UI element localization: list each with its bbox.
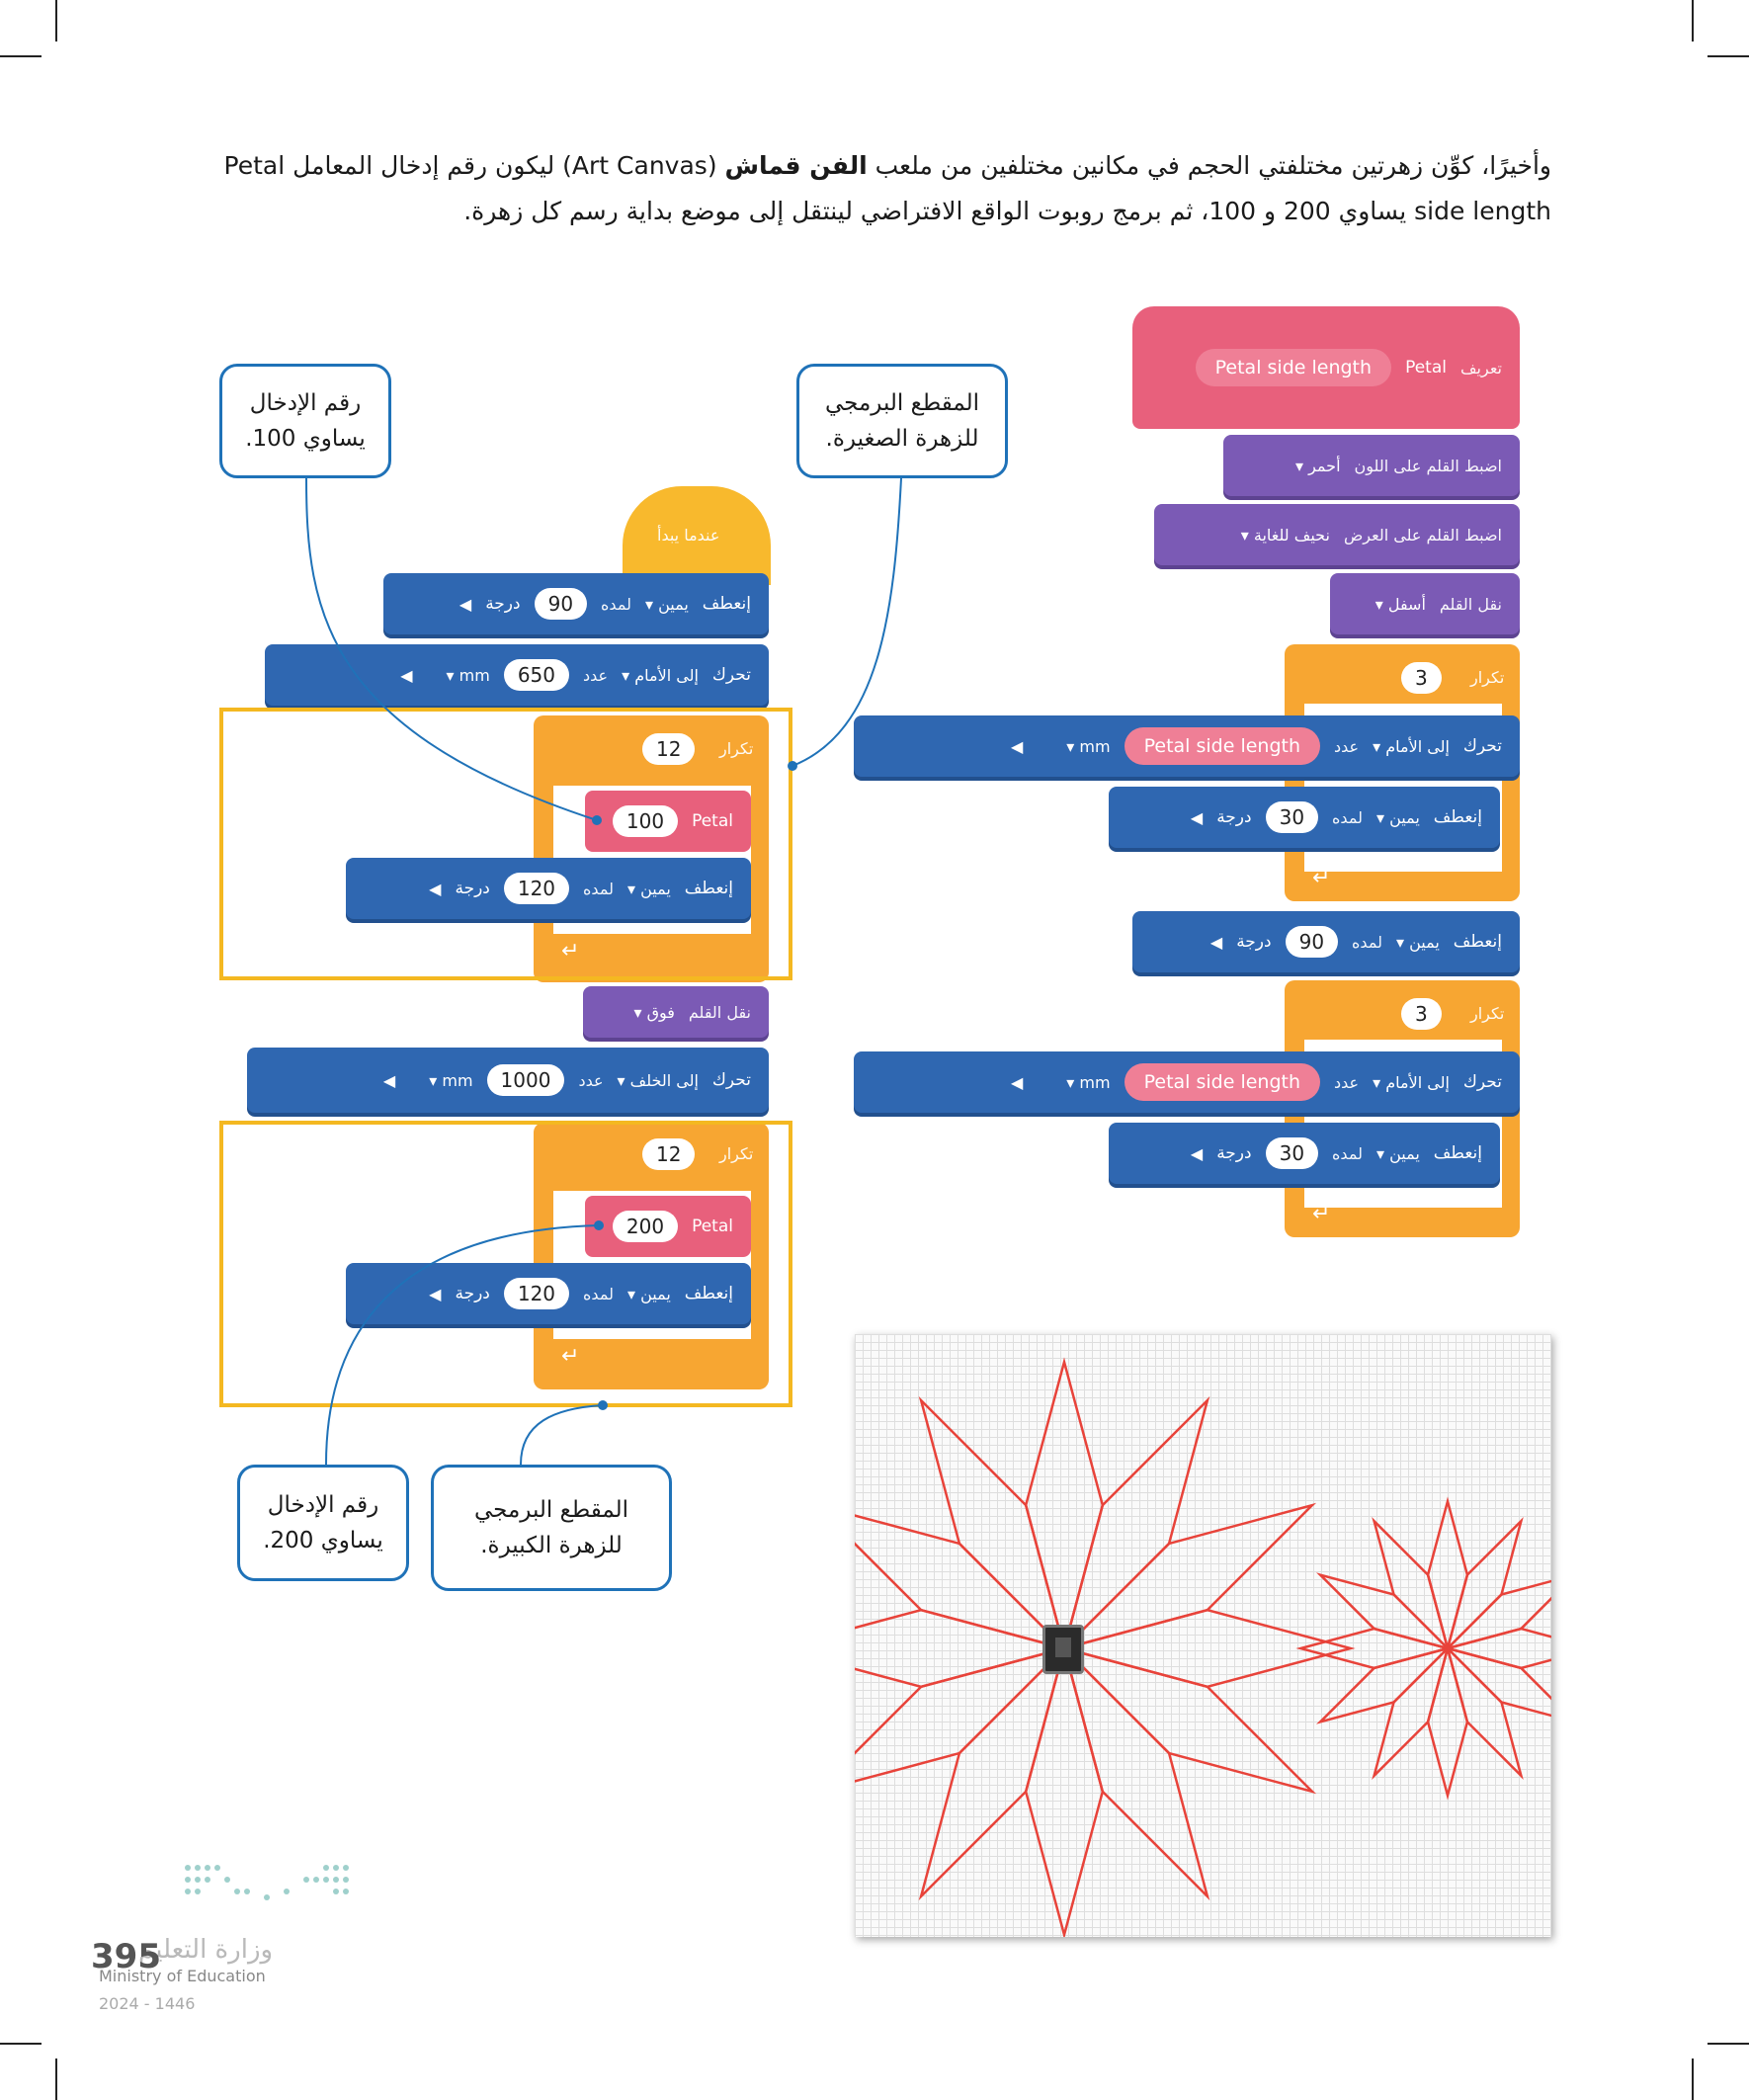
ministry-logo-icon (178, 1858, 356, 1917)
petal-call-200-block[interactable]: Petal 200 (585, 1196, 751, 1257)
callout-small-flower: المقطع البرمجي للزهرة الصغيرة. (796, 364, 1008, 478)
repeat-label: تكرار (719, 1144, 754, 1163)
repeat-count-12[interactable]: 12 (642, 1138, 695, 1170)
set-pen-color-block[interactable]: اضبط القلم على اللون أحمر ▾ (1223, 435, 1520, 496)
small-flower (1300, 1501, 1551, 1796)
vr-robot-icon (1042, 1625, 1084, 1674)
repeat-count-3[interactable]: 3 (1401, 662, 1442, 694)
connector-small-flower (792, 478, 901, 766)
set-pen-width-block[interactable]: اضبط القلم على العرض نحيف للغاية ▾ (1154, 504, 1520, 565)
connector-big-flower (521, 1405, 603, 1465)
turn-right-30-block[interactable]: إنعطف يمين ▾ لمده 30 درجة ◀ (1109, 787, 1500, 848)
petal-input-100[interactable]: 100 (613, 805, 678, 837)
hat-label: عندما يبدأ (657, 526, 720, 545)
petal (1300, 1629, 1448, 1668)
turn-right-120-block[interactable]: إنعطف يمين ▾ لمده 120 درجة ◀ (346, 1263, 751, 1324)
move-forward-650-block[interactable]: تحرك إلى الأمام ▾ عدد 650 mm ▾ ◀ (265, 644, 769, 706)
move-forward-param-block[interactable]: تحرك إلى الأمام ▾ عدد Petal side length mm ▾ ◀ (854, 1051, 1520, 1113)
loop-arrow-icon: ↵ (561, 939, 580, 964)
connector-dot (594, 1220, 604, 1230)
pen-down-block[interactable]: نقل القلم أسفل ▾ (1330, 573, 1520, 634)
connector-dot (598, 1400, 608, 1410)
connector-input-200 (326, 1225, 599, 1465)
pen-up-block[interactable]: نقل القلم فوق ▾ (583, 986, 769, 1038)
move-forward-param-block[interactable]: تحرك إلى الأمام ▾ عدد Petal side length mm ▾ ◀ (854, 715, 1520, 777)
repeat-count-3[interactable]: 3 (1401, 998, 1442, 1030)
petal (1428, 1501, 1467, 1648)
flowers-drawing (855, 1334, 1551, 1937)
param-petal-side-length[interactable]: Petal side length (1196, 349, 1391, 386)
loop-arrow-icon: ↵ (561, 1344, 580, 1369)
callout-input-200: رقم الإدخال يساوي 200. (237, 1465, 409, 1581)
turn-right-30-block[interactable]: إنعطف يمين ▾ لمده 30 درجة ◀ (1109, 1123, 1500, 1184)
repeat-label: تكرار (719, 739, 754, 758)
connector-dot (788, 761, 797, 771)
intro-line-1: وأخيرًا، كوِّن زهرتين مختلفتي الحجم في مكانين مختلفين من ملعب الفن قماش (Art Canvas) ليكون رقم إدخال المعامل Petal (223, 151, 1551, 180)
loop-arrow-icon: ↵ (1312, 866, 1331, 890)
intro-line-2: side length يساوي 200 و 100، ثم برمج روبوت الواقع الافتراضي لينتقل إلى موضع بداية رسم كل زهرة. (463, 197, 1551, 225)
turn-right-90-block[interactable]: إنعطف يمين ▾ لمده 90 درجة ◀ (383, 573, 769, 634)
petal (1428, 1648, 1467, 1796)
loop-arrow-icon: ↵ (1312, 1202, 1331, 1226)
petal (1026, 1362, 1103, 1648)
art-canvas (855, 1334, 1551, 1937)
repeat-label: تكرار (1470, 1004, 1505, 1023)
petal-call-100-block[interactable]: Petal 100 (585, 791, 751, 852)
ministry-name-en: Ministry of Education (99, 1967, 266, 1985)
turn-right-90-block[interactable]: إنعطف يمين ▾ لمده 90 درجة ◀ (1132, 911, 1520, 972)
ministry-name-ar: وزارة التعليم (138, 1935, 274, 1965)
petal (1026, 1648, 1103, 1935)
repeat-count-12[interactable]: 12 (642, 733, 695, 765)
connector-input-100 (306, 478, 597, 820)
turn-right-120-block[interactable]: إنعطف يمين ▾ لمده 120 درجة ◀ (346, 858, 751, 919)
callout-input-100: رقم الإدخال يساوي 100. (219, 364, 391, 478)
petal-input-200[interactable]: 200 (613, 1211, 678, 1242)
page-number: 395 (91, 1937, 161, 1976)
edition-year: 2024 - 1446 (99, 1994, 196, 2013)
connector-dot (592, 815, 602, 825)
callout-big-flower: المقطع البرمجي للزهرة الكبيرة. (431, 1465, 672, 1591)
repeat-label: تكرار (1470, 668, 1505, 687)
big-flower (855, 1362, 1351, 1935)
petal (1064, 1610, 1351, 1687)
define-petal-block[interactable]: تعريف Petal Petal side length (1132, 306, 1520, 429)
move-back-1000-block[interactable]: تحرك إلى الخلف ▾ عدد 1000 mm ▾ ◀ (247, 1048, 769, 1113)
